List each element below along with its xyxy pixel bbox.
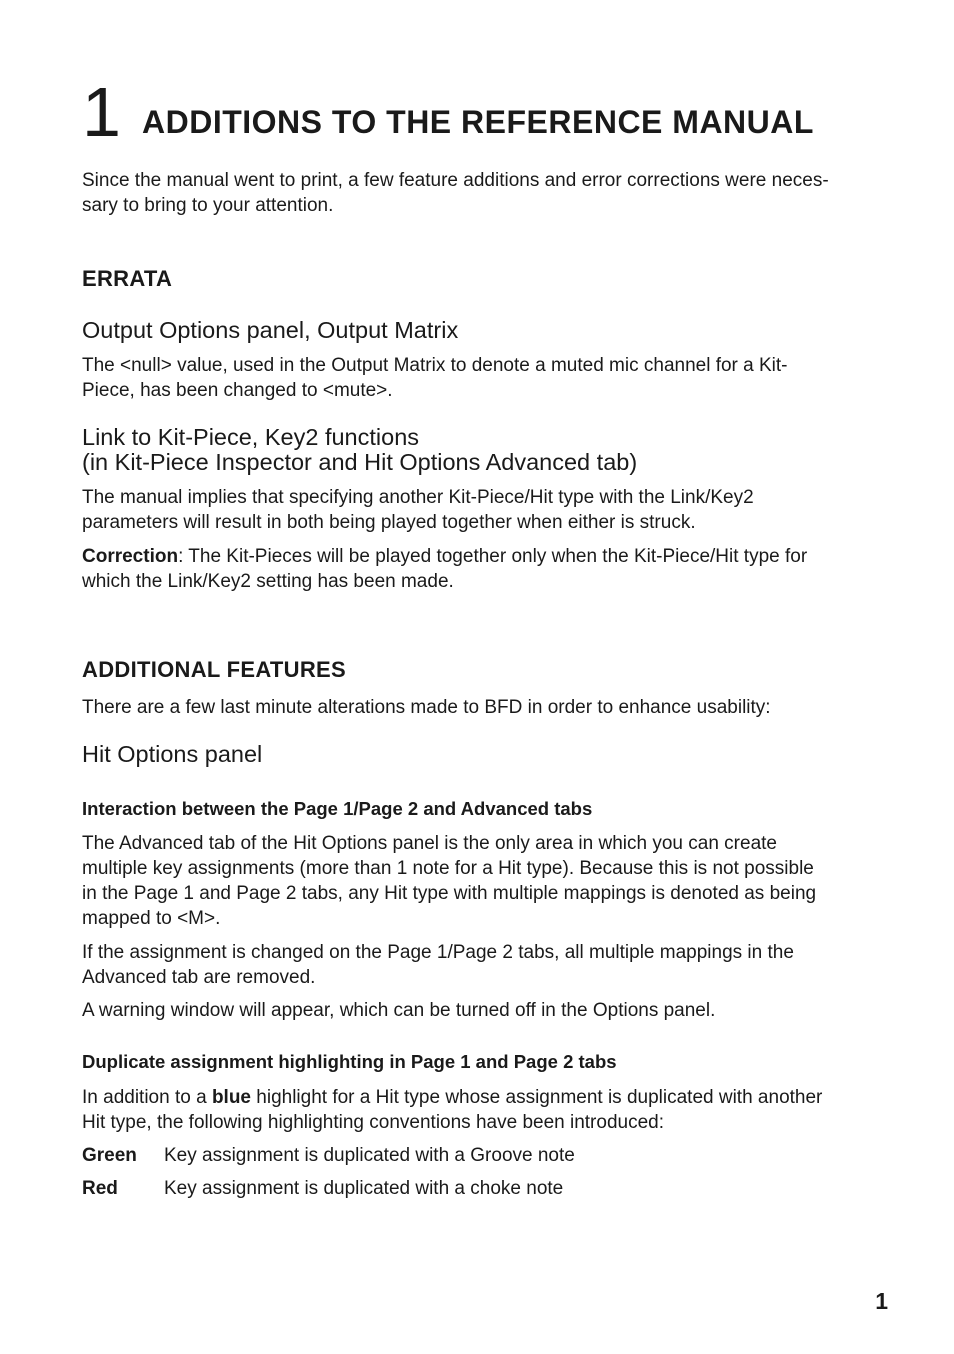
interaction-p1-line-2: multiple key assignments (more than 1 note for a Hit type). Because this is not possible [82,858,814,879]
interaction-p3: A warning window will appear, which can be turned off in the Options panel. [82,1000,716,1021]
chapter-heading [82,72,892,152]
definition-desc-red: Key assignment is duplicated with a choke note [164,1178,564,1199]
interaction-p2-line-2: Advanced tab are removed. [82,967,316,988]
link-key2-line-2: parameters will result in both being played together when either is struck. [82,512,696,533]
interaction-p1-line-3: in the Page 1 and Page 2 tabs, any Hit type with multiple mappings is denoted as being [82,883,817,904]
definition-term-green: Green [82,1145,137,1166]
definition-desc-green: Key assignment is duplicated with a Groove note [164,1145,575,1166]
additional-features-heading: ADDITIONAL FEATURES [82,657,346,682]
interaction-p1-line-1: The Advanced tab of the Hit Options panel is the only area in which you can create [82,833,777,854]
interaction-p2-line-1: If the assignment is changed on the Page 1/Page 2 tabs, all multiple mappings in the [82,942,794,963]
definition-term-red: Red [82,1178,118,1199]
duplicate-line-1-post: highlight for a Hit type whose assignment is duplicated with another [251,1087,823,1108]
additional-features-intro: There are a few last minute alterations made to BFD in order to enhance usability: [82,697,771,718]
link-key2-heading-line-1: Link to Kit-Piece, Key2 functions [82,424,420,450]
duplicate-heading: Duplicate assignment highlighting in Page 1 and Page 2 tabs [82,1051,617,1072]
correction-label: Correction [82,546,179,567]
intro-line-2: sary to bring to your attention. [82,195,334,216]
interaction-heading: Interaction between the Page 1/Page 2 and Advanced tabs [82,798,593,819]
link-key2-line-1: The manual implies that specifying another Kit-Piece/Hit type with the Link/Key2 [82,487,754,508]
output-options-line-1: The <null> value, used in the Output Matrix to denote a muted mic channel for a Kit- [82,355,788,376]
page-number: 1 [875,1288,888,1314]
output-options-line-2: Piece, has been changed to <mute>. [82,380,393,401]
chapter-title: ADDITIONS TO THE REFERENCE MANUAL [142,104,814,140]
interaction-p1-line-4: mapped to <M>. [82,908,221,929]
duplicate-line-2: Hit type, the following highlighting conventions have been introduced: [82,1112,664,1133]
chapter-number: 1 [82,73,121,151]
duplicate-line-1-pre: In addition to a [82,1087,212,1108]
correction-line-1 [82,544,886,569]
link-key2-heading-line-2: (in Kit-Piece Inspector and Hit Options Advanced tab) [82,449,638,475]
duplicate-blue-term: blue [211,1087,251,1108]
correction-text: : The Kit-Pieces will be played together only when the Kit-Piece/Hit type for [178,546,808,567]
correction-line-2: which the Link/Key2 setting has been made. [82,571,454,592]
errata-heading: ERRATA [82,266,173,291]
duplicate-line-1 [82,1085,886,1110]
output-options-heading: Output Options panel, Output Matrix [82,317,459,343]
intro-line-1: Since the manual went to print, a few feature additions and error corrections were neces- [82,170,829,191]
hit-options-heading: Hit Options panel [82,741,263,767]
